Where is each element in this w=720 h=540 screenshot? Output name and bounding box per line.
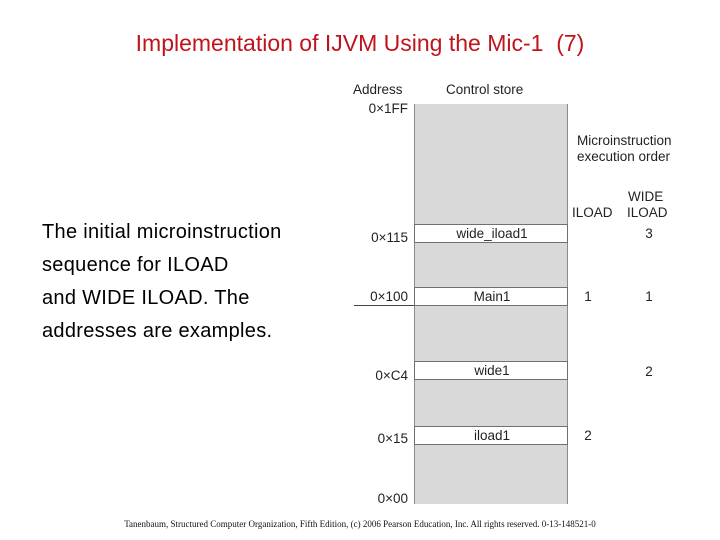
order-header-line1: Microinstruction — [577, 133, 672, 148]
order-wide-iload1-wide: 3 — [645, 226, 653, 241]
order-iload1-iload: 2 — [584, 428, 592, 443]
slot-label-main1: Main1 — [473, 289, 511, 304]
address-top: 0×1FF — [368, 101, 408, 116]
body-text — [42, 216, 342, 348]
address-100: 0×100 — [370, 289, 408, 304]
body-line: The initial microinstruction — [42, 221, 282, 243]
address-115: 0×115 — [371, 230, 408, 245]
control-store-header: Control store — [446, 82, 524, 97]
order-main1-wide: 1 — [645, 289, 653, 304]
address-15: 0×15 — [377, 431, 408, 446]
slot-label-iload1: iload1 — [473, 428, 511, 443]
address-leader-line — [354, 305, 414, 306]
column-wide-header-line1: WIDE — [628, 189, 664, 204]
column-iload-header: ILOAD — [572, 205, 613, 220]
column-wide-header-line2: ILOAD — [627, 205, 668, 220]
footer-credit: Tanenbaum, Structured Computer Organization, Fifth Edition, (c) 2006 Pearson Education, Inc. All rights reserved. 0-13-148521-0 — [124, 519, 596, 529]
address-c4: 0×C4 — [375, 368, 408, 383]
address-00: 0×00 — [377, 491, 408, 506]
slide-title: Implementation of IJVM Using the Mic-1 (7) — [135, 30, 585, 56]
order-wide1-wide: 2 — [645, 364, 653, 379]
control-store — [414, 104, 568, 504]
body-line: sequence for ILOAD — [42, 254, 229, 276]
order-main1-iload: 1 — [584, 289, 592, 304]
slot-label-wide-iload1: wide_iload1 — [456, 226, 528, 241]
slot-label-wide1: wide1 — [474, 363, 510, 378]
address-header: Address — [353, 82, 403, 97]
order-header-line2: execution order — [577, 149, 671, 164]
body-line: addresses are examples. — [42, 320, 273, 342]
body-line: and WIDE ILOAD. The — [42, 287, 250, 309]
